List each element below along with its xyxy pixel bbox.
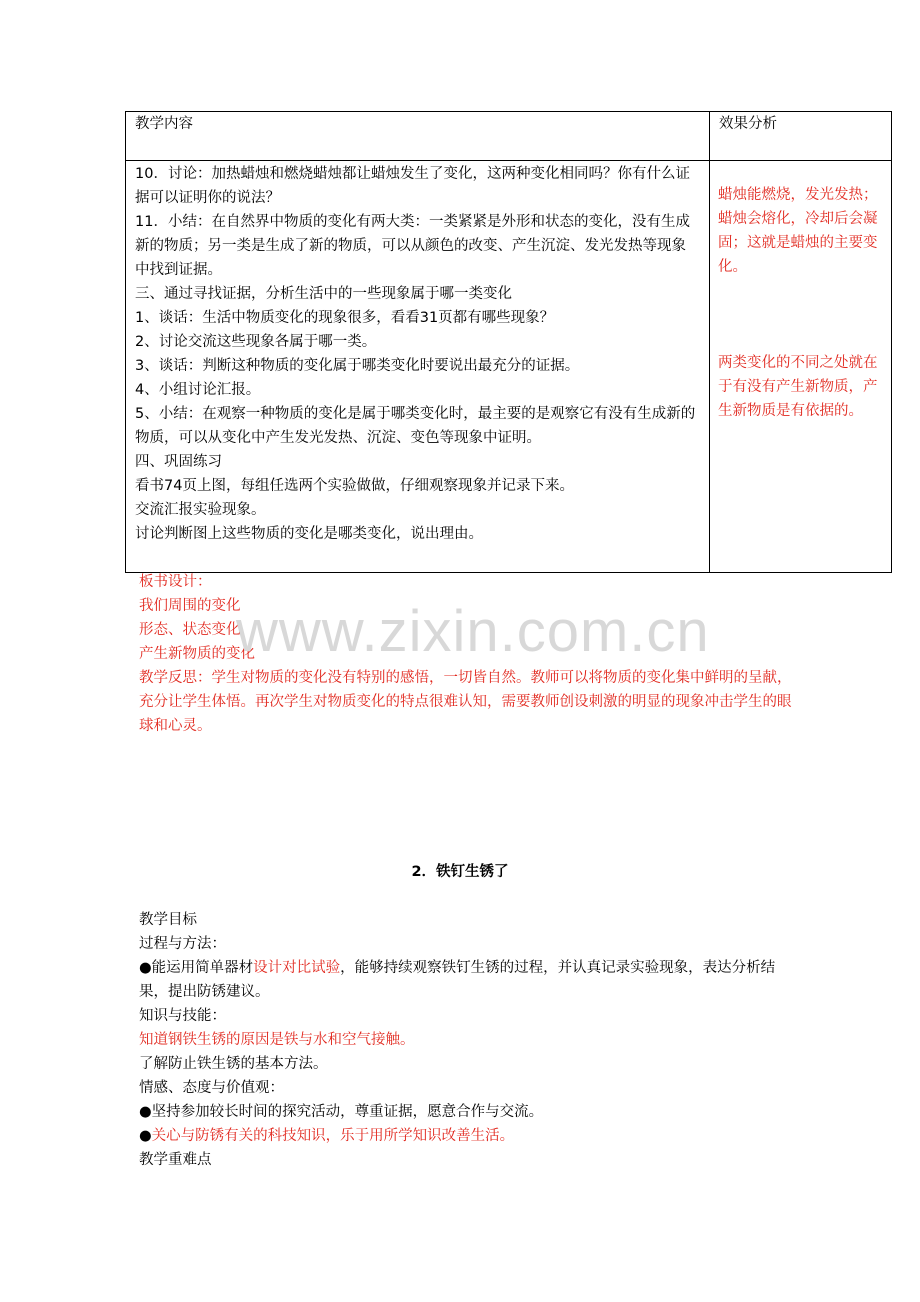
teaching-goals-section <box>139 908 799 1172</box>
content-line: 四、巩固练习 <box>135 454 222 470</box>
board-heading: 板书设计： <box>139 574 212 590</box>
header-effect-analysis: 效果分析 <box>710 112 892 161</box>
table-header-row <box>126 112 892 161</box>
knowledge-goal: 了解防止铁生锈的基本方法。 <box>139 1056 328 1072</box>
lesson-title: 2．铁钉生锈了 <box>411 864 509 880</box>
content-line: 看书74页上图，每组任选两个实验做做，仔细观察现象并记录下来。 <box>135 478 574 494</box>
content-line: 5、小结：在观察一种物质的变化是属于哪类变化时，最主要的是观察它有没有生成新的物质，可以从变化中产生发光发热、沉淀、变色等现象中证明。 <box>135 406 696 446</box>
attitude-goal: ●关心与防锈有关的科技知识，乐于用所学知识改善生活。 <box>139 1128 515 1144</box>
content-line: 2、讨论交流这些现象各属于哪一类。 <box>135 334 377 350</box>
teaching-content-cell <box>126 161 710 573</box>
knowledge-heading: 知识与技能： <box>139 1008 226 1024</box>
content-line: 三、通过寻找证据，分析生活中的一些现象属于哪一类变化 <box>135 286 512 302</box>
effect-note: 两类变化的不同之处就在于有没有产生新物质，产生新物质是有依据的。 <box>718 355 878 419</box>
content-line: 交流汇报实验现象。 <box>135 502 266 518</box>
attitude-goal: ●坚持参加较长时间的探究活动，尊重证据，愿意合作与交流。 <box>139 1104 544 1120</box>
content-line: 讨论判断图上这些物质的变化是哪类变化，说出理由。 <box>135 526 483 542</box>
table-body-row <box>126 161 892 573</box>
board-line: 形态、状态变化 <box>139 622 241 638</box>
process-heading: 过程与方法： <box>139 936 226 952</box>
content-line: 4、小组讨论汇报。 <box>135 382 261 398</box>
process-goal: ●能运用简单器材设计对比试验，能够持续观察铁钉生锈的过程，并认真记录实验现象，表达分析结果，提出防锈建议。 <box>139 960 776 1000</box>
effect-note: 蜡烛能燃烧，发光发热；蜡烛会熔化，冷却后会凝固；这就是蜡烛的主要变化。 <box>718 187 878 275</box>
header-teaching-content: 教学内容 <box>126 112 710 161</box>
board-line: 我们周围的变化 <box>139 598 241 614</box>
content-line: 3、谈话：判断这种物质的变化属于哪类变化时要说出最充分的证据。 <box>135 358 580 374</box>
lesson-table <box>125 111 892 573</box>
attitude-heading: 情感、态度与价值观： <box>139 1080 284 1096</box>
goals-heading: 教学目标 <box>139 912 197 928</box>
board-line: 产生新物质的变化 <box>139 646 255 662</box>
effect-analysis-cell <box>710 161 892 573</box>
teaching-reflection: 教学反思：学生对物质的变化没有特别的感悟，一切皆自然。教师可以将物质的变化集中鲜明的呈献，充分让学生体悟。再次学生对物质变化的特点很难认知，需要教师创设刺激的明显的现象冲击学生的眼球和心灵。 <box>139 670 792 734</box>
key-points-heading: 教学重难点 <box>139 1152 212 1168</box>
content-line: 10．讨论：加热蜡烛和燃烧蜡烛都让蜡烛发生了变化，这两种变化相同吗？你有什么证据可以证明你的说法？ <box>135 166 690 206</box>
knowledge-goal: 知道钢铁生锈的原因是铁与水和空气接触。 <box>139 1032 415 1048</box>
content-line: 11．小结：在自然界中物质的变化有两大类：一类紧紧是外形和状态的变化，没有生成新的物质；另一类是生成了新的物质，可以从颜色的改变、产生沉淀、发光发热等现象中找到证据。 <box>135 214 690 278</box>
content-line: 1、谈话：生活中物质变化的现象很多，看看31页都有哪些现象？ <box>135 310 555 326</box>
watermark: www.zixin.com.cn <box>236 599 710 664</box>
